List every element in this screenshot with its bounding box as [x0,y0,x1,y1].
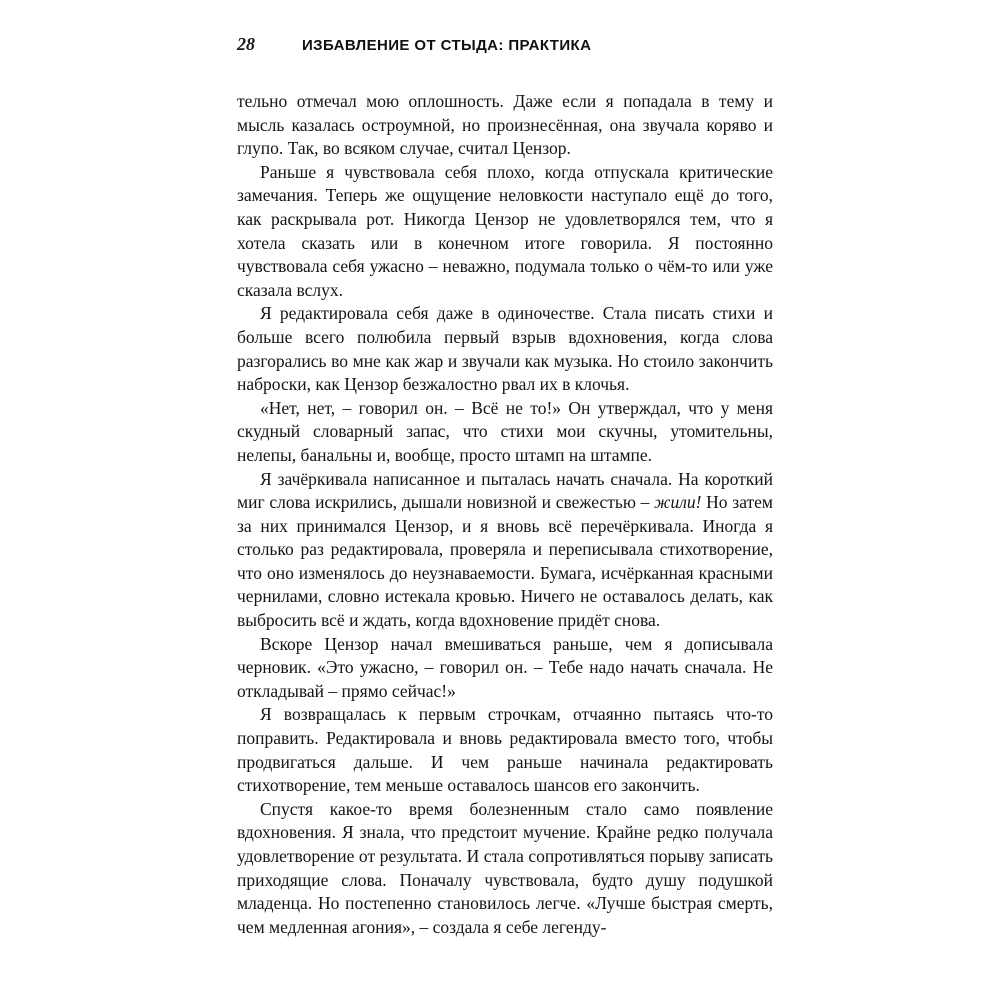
text-run: Раньше я чувствовала себя плохо, когда отпускала критические замечания. Теперь же ощущение неловкости наступало ещё до того, как раскрывала рот. Никогда Цензор не удовлетворялся тем, что я хотела сказать или в конечном итоге говорила. Я постоянно чувствовала себя ужасно – неважно, подумала только о чём-то или уже сказала вслух. [237,161,773,300]
paragraph [237,798,773,940]
paragraph [237,633,773,704]
text-run: тельно отмечал мою оплошность. Даже если я попадала в тему и мысль казалась остроумной, но произнесённая, она звучала коряво и глупо. Так, во всяком случае, считал Цензор. [237,91,773,159]
page-body [237,90,773,939]
paragraph [237,397,773,468]
paragraph [237,703,773,797]
paragraph [237,161,773,303]
text-run: Я редактировала себя даже в одиночестве. Стала писать стихи и больше всего полюбила первый взрыв вдохновения, когда слова разгорались во мне как жар и звучали как музыка. Но стоило закончить наброски, как Цензор безжалостно рвал их в клочья. [237,303,773,395]
page-number: 28 [237,34,255,54]
text-run: Я возвращалась к первым строчкам, отчаянно пытаясь что-то поправить. Редактировала и вновь редактировала вместо того, чтобы продвигаться дальше. И чем раньше начинала редактировать стихотворение, тем меньше оставалось шансов его закончить. [237,704,773,796]
text-run: Вскоре Цензор начал вмешиваться раньше, чем я дописывала черновик. «Это ужасно, – говорил он. – Тебе надо начать сначала. Не откладывай – прямо сейчас!» [237,633,773,701]
text-run: Спустя какое-то время болезненным стало само появление вдохновения. Я знала, что предстоит мучение. Крайне редко получала удовлетворение от результата. И стала сопротивляться порыву записать приходящие слова. Поначалу чувствовала, будто душу подушкой младенца. Но постепенно становилось легче. «Лучше быстрая смерть, чем медленная агония», – создала я себе легенду- [237,798,773,937]
running-title: ИЗБАВЛЕНИЕ ОТ СТЫДА: ПРАКТИКА [302,37,592,54]
paragraph [237,468,773,633]
paragraph [237,90,773,161]
page-header [237,34,773,55]
italic-text-run: жили! [654,492,702,513]
text-run: «Нет, нет, – говорил он. – Всё не то!» Он утверждал, что у меня скудный словарный запас, что стихи мои скучны, утомительны, нелепы, банальны и, вообще, просто штамп на штампе. [237,397,773,465]
paragraph [237,302,773,396]
text-run: Я зачёркивала написанное и пыталась начать сначала. На короткий миг слова искрились, дышали новизной и свежестью – [237,468,773,513]
text-run: Но затем за них принимался Цензор, и я вновь всё перечёркивала. Иногда я столько раз редактировала, проверяла и переписывала стихотворение, что оно изменялось до неузнаваемости. Бумага, исчёрканная красными чернилами, словно истекала кровью. Ничего не оставалось делать, как выбросить всё и ждать, когда вдохновение придёт снова. [237,492,773,631]
